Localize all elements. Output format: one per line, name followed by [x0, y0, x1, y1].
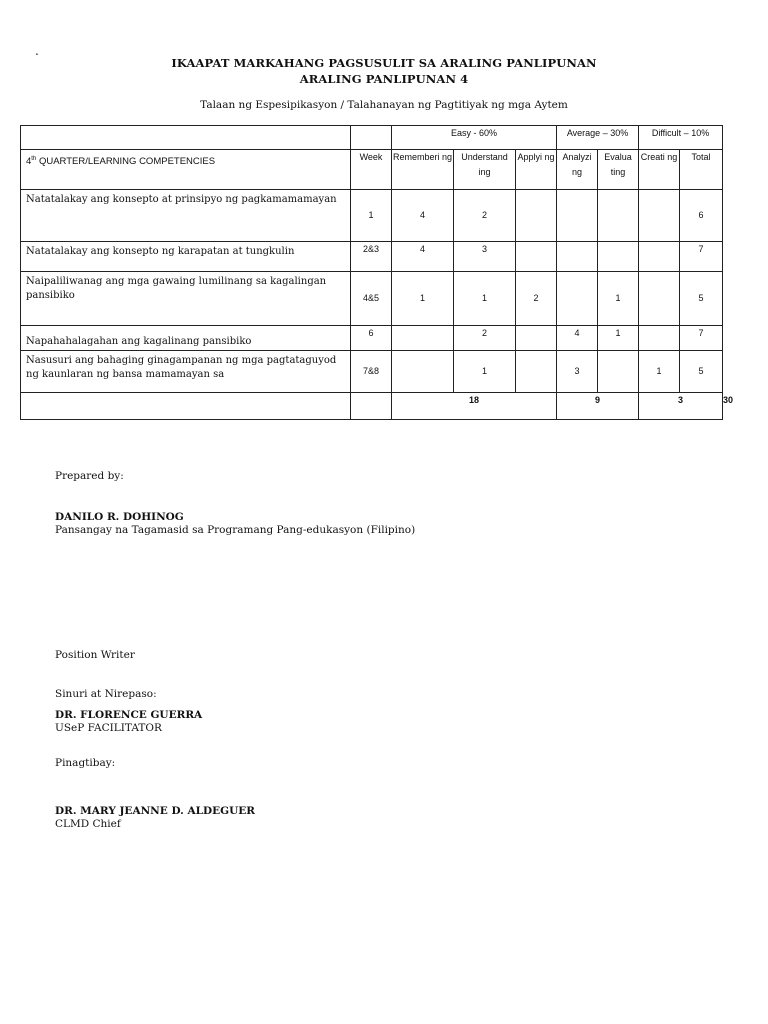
specification-table — [20, 125, 734, 420]
row-competency: Natatalakay ang konsepto ng karapatan at tungkulin — [21, 242, 351, 272]
row-creating — [639, 272, 680, 326]
row-total: 6 — [680, 190, 723, 242]
row-applying — [516, 242, 557, 272]
row-creating — [639, 326, 680, 351]
row-creating — [639, 190, 680, 242]
row-applying — [516, 351, 557, 393]
table-row — [21, 272, 723, 326]
row-total: 7 — [680, 242, 723, 272]
preparer-name: DANILO R. DOHINOG — [55, 511, 184, 523]
quarter-suffix: th — [31, 155, 37, 162]
row-competency: Naipaliliwanag ang mga gawaing lumilinang sa kagalingan pansibiko — [21, 272, 351, 326]
row-remembering: 4 — [392, 190, 454, 242]
blank-cell — [351, 126, 392, 150]
header-creating: Creati ng — [639, 150, 680, 190]
quarter-label: QUARTER/LEARNING COMPETENCIES — [36, 156, 216, 167]
document-title: IKAAPAT MARKAHANG PAGSUSULIT SA ARALING PANLIPUNAN — [171, 56, 597, 70]
header-competencies — [21, 150, 351, 190]
blank-cell — [21, 126, 351, 150]
row-understanding: 3 — [454, 242, 516, 272]
blank-cell — [21, 393, 351, 420]
row-competency: Napahahalagahan ang kagalinang pansibiko — [21, 326, 351, 351]
row-creating — [639, 242, 680, 272]
row-understanding: 2 — [454, 326, 516, 351]
group-difficult: Difficult – 10% — [639, 126, 723, 150]
row-week: 4&5 — [351, 272, 392, 326]
document-subject: ARALING PANLIPUNAN 4 — [299, 72, 469, 86]
table-row — [21, 351, 723, 393]
approver-block — [55, 805, 255, 831]
row-applying: 2 — [516, 272, 557, 326]
row-applying — [516, 190, 557, 242]
row-week: 2&3 — [351, 242, 392, 272]
totals-row: 18 9 3 30 — [21, 393, 723, 420]
total-easy: 18 — [392, 393, 557, 420]
document-subtitle: Talaan ng Espesipikasyon / Talahanayan ng Pagtitiyak ng mga Aytem — [200, 99, 568, 111]
row-evaluating — [598, 242, 639, 272]
row-total: 7 — [680, 326, 723, 351]
header-evaluating: Evalua ting — [598, 150, 639, 190]
row-analyzing: 3 — [557, 351, 598, 393]
total-average: 9 — [557, 393, 639, 420]
reviewed-label: Sinuri at Nirepaso: — [55, 688, 157, 700]
row-applying — [516, 326, 557, 351]
row-understanding: 1 — [454, 272, 516, 326]
header-remembering: Rememberi ng — [392, 150, 454, 190]
row-week: 6 — [351, 326, 392, 351]
row-analyzing: 4 — [557, 326, 598, 351]
header-week: Week — [351, 150, 392, 190]
approver-name: DR. MARY JEANNE D. ALDEGUER — [55, 805, 255, 817]
reviewer-block — [55, 709, 202, 735]
header-analyzing: Analyzi ng — [557, 150, 598, 190]
group-average: Average – 30% — [557, 126, 639, 150]
table-row — [21, 190, 723, 242]
row-analyzing — [557, 190, 598, 242]
blank-cell — [351, 393, 392, 420]
table-row — [21, 326, 723, 351]
position-writer-label: Position Writer — [55, 649, 135, 661]
row-analyzing — [557, 242, 598, 272]
header-applying: Applyi ng — [516, 150, 557, 190]
header-understanding: Understand ing — [454, 150, 516, 190]
table-row — [21, 242, 723, 272]
total-difficult: 3 — [639, 393, 723, 420]
row-total: 5 — [680, 272, 723, 326]
stray-mark: . — [35, 44, 39, 58]
reviewer-title: USeP FACILITATOR — [55, 722, 162, 734]
row-creating: 1 — [639, 351, 680, 393]
row-analyzing — [557, 272, 598, 326]
row-remembering — [392, 326, 454, 351]
prepared-label: Prepared by: — [55, 470, 124, 482]
row-evaluating: 1 — [598, 326, 639, 351]
row-understanding: 1 — [454, 351, 516, 393]
column-header-row — [21, 150, 723, 190]
preparer-title: Pansangay na Tagamasid sa Programang Pang-edukasyon (Filipino) — [55, 524, 416, 536]
group-header-row — [21, 126, 723, 150]
row-week: 7&8 — [351, 351, 392, 393]
header-total: Total — [680, 150, 723, 190]
group-easy: Easy - 60% — [392, 126, 557, 150]
row-evaluating — [598, 190, 639, 242]
reviewer-name: DR. FLORENCE GUERRA — [55, 709, 203, 721]
row-total: 5 — [680, 351, 723, 393]
preparer-block — [55, 511, 415, 537]
row-remembering — [392, 351, 454, 393]
approved-label: Pinagtibay: — [55, 757, 116, 769]
row-competency: Nasusuri ang bahaging ginagampanan ng mga pagtataguyod ng kaunlaran ng bansa mamamayan sa — [21, 351, 351, 393]
row-remembering: 1 — [392, 272, 454, 326]
row-competency: Natatalakay ang konsepto at prinsipyo ng pagkamamamayan — [21, 190, 351, 242]
row-understanding: 2 — [454, 190, 516, 242]
quarter-number: 4 — [26, 156, 32, 167]
row-evaluating: 1 — [598, 272, 639, 326]
row-evaluating — [598, 351, 639, 393]
approver-title: CLMD Chief — [55, 818, 121, 830]
row-remembering: 4 — [392, 242, 454, 272]
row-week: 1 — [351, 190, 392, 242]
